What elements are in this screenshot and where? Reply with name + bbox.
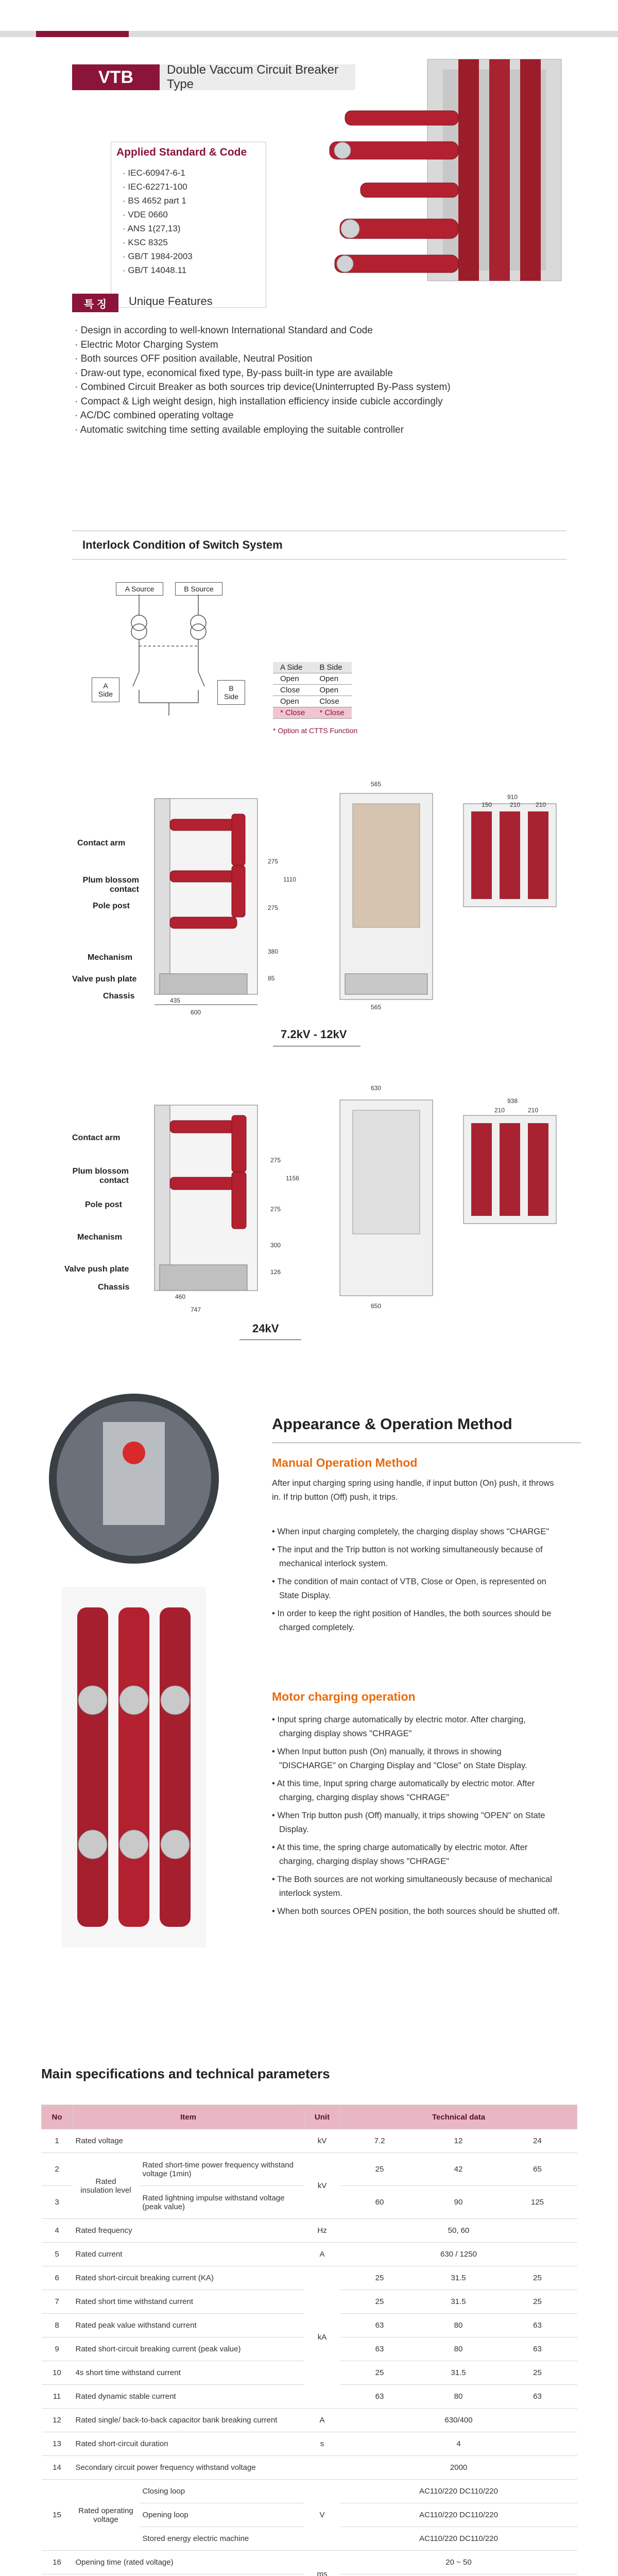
- dim-label: 460: [175, 1293, 186, 1300]
- spec-item-cell: Opening loop: [140, 2503, 304, 2527]
- table-header-cell: A Side: [273, 662, 312, 673]
- specs-title: Main specifications and technical parameters: [41, 2066, 330, 2081]
- dim-label: 210: [510, 801, 521, 808]
- spec-no-cell: 7: [42, 2290, 73, 2314]
- table-row: [42, 2551, 577, 2574]
- spec-no-cell: 13: [42, 2432, 73, 2456]
- spec-value-cell: 12: [419, 2129, 498, 2153]
- spec-no-cell: 16: [42, 2551, 73, 2574]
- spec-value-cell: 630/400: [340, 2409, 577, 2432]
- spec-value-cell: 25: [340, 2266, 419, 2290]
- table-cell: * Close: [273, 707, 312, 719]
- option-note: * Option at CTTS Function: [273, 726, 358, 735]
- spec-value-cell: 42: [419, 2153, 498, 2186]
- label-chassis: Chassis: [98, 1283, 130, 1292]
- spec-unit-cell: V: [304, 2480, 340, 2551]
- dim-label: 565: [371, 781, 382, 788]
- spec-value-cell: 31.5: [419, 2290, 498, 2314]
- dim-label: 630: [371, 1084, 382, 1092]
- spec-item-cell: Rated dynamic stable current: [73, 2385, 304, 2409]
- standard-item: · IEC-60947-6-1: [123, 168, 185, 178]
- standard-item: · BS 4652 part 1: [123, 196, 186, 206]
- motor-item: • When both sources OPEN position, the both sources should be shutted off.: [272, 1905, 560, 1919]
- spec-no-cell: 9: [42, 2337, 73, 2361]
- dim-label: 300: [270, 1242, 281, 1249]
- table-cell: Open: [312, 685, 351, 696]
- dim-label: 210: [528, 1107, 539, 1114]
- spec-value-cell: 125: [498, 2186, 577, 2219]
- manual-operation-intro: After input charging spring using handle, if input button (On) push, it throws in. If trip button (Off) push, it trips.: [272, 1479, 554, 1502]
- spec-no-cell: 4: [42, 2219, 73, 2243]
- a-side-box: A Side: [92, 677, 119, 702]
- spec-item-cell: Rated current: [73, 2243, 304, 2266]
- features-title: Unique Features: [129, 295, 213, 308]
- spec-value-cell: 25: [498, 2361, 577, 2385]
- label-valve-push-plate: Valve push plate: [72, 975, 137, 984]
- spec-unit-cell: A: [304, 2243, 340, 2266]
- motor-item: • When Trip button push (Off) manually, it trips showing "OPEN" on State Display.: [272, 1809, 560, 1837]
- table-cell: Open: [312, 673, 351, 685]
- feature-item: · Compact & Ligh weight design, high installation efficiency inside cubicle accordingly: [75, 395, 590, 409]
- dim-label: 210: [494, 1107, 505, 1114]
- spec-no-cell: 10: [42, 2361, 73, 2385]
- table-row: [42, 2219, 577, 2243]
- interlock-circuit-diagram: [103, 595, 237, 718]
- dim-total: 1110: [283, 876, 296, 883]
- spec-value-cell: 80: [419, 2314, 498, 2337]
- spec-item-cell: Rated peak value withstand current: [73, 2314, 304, 2337]
- table-row: [42, 2432, 577, 2456]
- spec-value-cell: AC110/220 DC110/220: [340, 2503, 577, 2527]
- appearance-photos: [41, 1391, 227, 1963]
- dim-label: 275: [270, 1206, 281, 1213]
- interlock-title: Interlock Condition of Switch System: [82, 538, 283, 551]
- standard-item: · GB/T 1984-2003: [123, 251, 193, 261]
- label-pole-post: Pole post: [93, 902, 130, 910]
- spec-item-cell: Opening time (rated voltage): [73, 2551, 304, 2574]
- table-cell: Close: [312, 696, 351, 707]
- manual-operation-list: [272, 1525, 560, 1639]
- spec-no-cell: 5: [42, 2243, 73, 2266]
- feature-item: · Design in according to well-known International Standard and Code: [75, 324, 590, 338]
- table-row: [42, 2456, 577, 2480]
- spec-no-cell: 11: [42, 2385, 73, 2409]
- spec-value-cell: 31.5: [419, 2266, 498, 2290]
- spec-item-cell: Rated lightning impulse withstand voltage (peak value): [140, 2186, 304, 2219]
- motor-item: • At this time, the spring charge automatically by electric motor. After charging, charging display shows "CHRAGE": [272, 1841, 560, 1869]
- feature-item: · Combined Circuit Breaker as both sources trip device(Uninterrupted By-Pass system): [75, 380, 590, 395]
- spec-no-cell: 3: [42, 2186, 73, 2219]
- spec-value-cell: 24: [498, 2129, 577, 2153]
- dim-label: 150: [482, 801, 492, 808]
- spec-no-cell: 14: [42, 2456, 73, 2480]
- table-cell: Close: [273, 685, 312, 696]
- top-accent-strip: [0, 31, 618, 37]
- spec-no-cell: [42, 2574, 73, 2576]
- b-side-box: B Side: [217, 680, 245, 705]
- dim-label: 747: [191, 1306, 201, 1313]
- label-mechanism: Mechanism: [77, 1233, 123, 1242]
- spec-value-cell: 25: [340, 2153, 419, 2186]
- spec-no-cell: 15: [42, 2480, 73, 2551]
- spec-value-cell: AC110/220 DC110/220: [340, 2480, 577, 2503]
- spec-group-cell: Rated operating voltage: [73, 2480, 140, 2551]
- spec-unit-cell: Hz: [304, 2219, 340, 2243]
- spec-value-cell: 20 ~ 50: [340, 2551, 577, 2574]
- applied-standards-box: [111, 142, 266, 308]
- dim-label: 435: [170, 997, 181, 1004]
- spec-unit-cell: A: [304, 2409, 340, 2432]
- divider: [72, 559, 566, 560]
- spec-value-cell: 63: [498, 2385, 577, 2409]
- spec-item-cell: Secondary circuit power frequency withstand voltage: [73, 2456, 304, 2480]
- spec-item-cell: Rated single/ back-to-back capacitor bank breaking current: [73, 2409, 304, 2432]
- table-cell: Open: [273, 673, 312, 685]
- spec-value-cell: AC110/220 DC110/220: [340, 2527, 577, 2551]
- spec-unit-cell: kV: [304, 2129, 340, 2153]
- manual-item: • The input and the Trip button is not working simultaneously because of mechanical interlock system.: [272, 1543, 560, 1571]
- feature-item: · Automatic switching time setting available employing the suitable controller: [75, 423, 590, 437]
- dim-total: 1156: [286, 1175, 299, 1182]
- spec-no-cell: 6: [42, 2266, 73, 2290]
- spec-no-cell: 2: [42, 2153, 73, 2186]
- spec-group-cell: Rated insulation level: [73, 2153, 140, 2219]
- label-pole-post: Pole post: [85, 1200, 123, 1209]
- voltage-label-24kv: 24kV: [252, 1322, 279, 1335]
- table-row: [42, 2409, 577, 2432]
- manual-item: • When input charging completely, the charging display shows "CHARGE": [272, 1525, 560, 1539]
- vtb-product-illustration: [288, 49, 577, 291]
- spec-value-cell: 31.5: [419, 2361, 498, 2385]
- spec-no-cell: 1: [42, 2129, 73, 2153]
- motor-item: • At this time, Input spring charge automatically by electric motor. After charging, charging display shows "CHRAGE": [272, 1777, 560, 1805]
- dim-label: 85: [268, 975, 275, 982]
- spec-item-cell: Rated short-circuit breaking current (peak value): [73, 2337, 304, 2361]
- manual-item: • The condition of main contact of VTB, Close or Open, is represented on State Display.: [272, 1575, 560, 1603]
- dimension-drawing-12kv: [129, 778, 566, 1020]
- features-list: [75, 324, 590, 437]
- spec-value-cell: 63: [340, 2337, 419, 2361]
- spec-unit-cell: s: [304, 2432, 340, 2456]
- spec-value-cell: 63: [340, 2314, 419, 2337]
- dim-label: 210: [536, 801, 546, 808]
- spec-value-cell: 630 / 1250: [340, 2243, 577, 2266]
- spec-value-cell: 80: [419, 2385, 498, 2409]
- spec-value-cell: 7.2: [340, 2129, 419, 2153]
- spec-header-data: Technical data: [340, 2105, 577, 2129]
- spec-item-cell: [73, 2574, 304, 2576]
- label-valve-push-plate: Valve push plate: [64, 1265, 129, 1274]
- table-row: [42, 2266, 577, 2290]
- label-mechanism: Mechanism: [88, 953, 133, 962]
- dim-label: 275: [268, 904, 279, 911]
- motor-item: • Input spring charge automatically by electric motor. After charging, charging display shows "CHRAGE": [272, 1713, 560, 1741]
- table-row: [42, 2243, 577, 2266]
- b-source-box: B Source: [175, 582, 222, 596]
- spec-value-cell: 2000: [340, 2456, 577, 2480]
- manual-operation-heading: Manual Operation Method: [272, 1456, 418, 1469]
- label-plum-blossom: Plum blossom contact: [72, 1167, 129, 1185]
- spec-item-cell: Rated short time withstand current: [73, 2290, 304, 2314]
- product-code-badge: VTB: [72, 64, 160, 90]
- standard-item: · VDE 0660: [123, 210, 168, 219]
- spec-item-cell: Rated short-circuit breaking current (KA): [73, 2266, 304, 2290]
- dim-label: 650: [371, 1302, 382, 1310]
- spec-item-cell: Stored energy electric machine: [140, 2527, 304, 2551]
- spec-value-cell: 80: [419, 2337, 498, 2361]
- spec-item-cell: Rated short-time power frequency withstand voltage (1min): [140, 2153, 304, 2186]
- dim-label: 275: [270, 1157, 281, 1164]
- standard-item: · GB/T 14048.11: [123, 265, 187, 275]
- motor-charging-list: [272, 1713, 560, 1923]
- standard-item: · IEC-62271-100: [123, 182, 187, 192]
- spec-no-cell: 8: [42, 2314, 73, 2337]
- spec-value-cell: 50, 60: [340, 2219, 577, 2243]
- standards-title: Applied Standard & Code: [116, 146, 247, 158]
- motor-item: • When Input button push (On) manually, it throws in showing "DISCHARGE" on Charging Display and "Close" on State Display.: [272, 1745, 560, 1773]
- specs-table: [41, 2105, 577, 2576]
- spec-item-cell: 4s short time withstand current: [73, 2361, 304, 2385]
- feature-item: · Electric Motor Charging System: [75, 338, 590, 352]
- table-header-cell: B Side: [312, 662, 351, 673]
- spec-header-no: No: [42, 2105, 73, 2129]
- a-source-box: A Source: [116, 582, 163, 596]
- spec-value-cell: 63: [340, 2385, 419, 2409]
- spec-value-cell: 25: [498, 2266, 577, 2290]
- spec-no-cell: 12: [42, 2409, 73, 2432]
- label-chassis: Chassis: [103, 992, 135, 1001]
- table-row: [42, 2129, 577, 2153]
- spec-value-cell: 63: [498, 2337, 577, 2361]
- appearance-title: Appearance & Operation Method: [272, 1416, 512, 1433]
- spec-value-cell: [340, 2574, 577, 2576]
- dim-label: 275: [268, 858, 279, 865]
- spec-unit-cell: [304, 2456, 340, 2480]
- dimension-drawing-24kv: [129, 1079, 566, 1321]
- label-contact-arm: Contact arm: [72, 1133, 121, 1142]
- interlock-table: [273, 662, 352, 719]
- spec-value-cell: 63: [498, 2314, 577, 2337]
- spec-header-item: Item: [73, 2105, 304, 2129]
- spec-value-cell: 60: [340, 2186, 419, 2219]
- spec-value-cell: 4: [340, 2432, 577, 2456]
- dim-label: 910: [507, 793, 518, 801]
- manual-item: • In order to keep the right position of Handles, the both sources should be charged completely.: [272, 1607, 560, 1635]
- dim-label: 565: [371, 1004, 382, 1011]
- dim-label: 380: [268, 948, 279, 955]
- spec-value-cell: 25: [340, 2361, 419, 2385]
- standard-item: · ANS 1(27,13): [123, 224, 181, 233]
- spec-header-unit: Unit: [304, 2105, 340, 2129]
- voltage-label-12kv: 7.2kV - 12kV: [281, 1028, 347, 1041]
- table-cell: Open: [273, 696, 312, 707]
- table-row: [42, 2153, 577, 2186]
- motor-item: • The Both sources are not working simultaneously because of mechanical interlock system.: [272, 1873, 560, 1901]
- standard-item: · KSC 8325: [123, 238, 168, 247]
- label-contact-arm: Contact arm: [77, 839, 126, 848]
- table-row: [42, 2480, 577, 2503]
- dim-label: 938: [507, 1097, 518, 1105]
- product-subtitle: Double Vaccum Circuit Breaker Type: [160, 64, 355, 90]
- spec-item-cell: Rated short-circuit duration: [73, 2432, 304, 2456]
- spec-item-cell: Closing loop: [140, 2480, 304, 2503]
- spec-value-cell: 65: [498, 2153, 577, 2186]
- feature-item: · AC/DC combined operating voltage: [75, 409, 590, 423]
- spec-value-cell: 90: [419, 2186, 498, 2219]
- features-badge: 특 징: [72, 294, 118, 312]
- dim-label: 600: [191, 1009, 201, 1016]
- spec-unit-cell: ms: [304, 2551, 340, 2576]
- label-plum-blossom: Plum blossom contact: [82, 876, 139, 894]
- spec-item-cell: Rated voltage: [73, 2129, 304, 2153]
- spec-unit-cell: kA: [304, 2266, 340, 2409]
- motor-charging-heading: Motor charging operation: [272, 1690, 416, 1703]
- spec-item-cell: Rated frequency: [73, 2219, 304, 2243]
- dim-label: 126: [270, 1268, 281, 1276]
- spec-value-cell: 25: [340, 2290, 419, 2314]
- feature-item: · Both sources OFF position available, Neutral Position: [75, 352, 590, 366]
- table-cell: * Close: [312, 707, 351, 719]
- spec-value-cell: 25: [498, 2290, 577, 2314]
- standards-list: [123, 166, 193, 277]
- spec-unit-cell: kV: [304, 2153, 340, 2219]
- feature-item: · Draw-out type, economical fixed type, By-pass built-in type are available: [75, 366, 590, 381]
